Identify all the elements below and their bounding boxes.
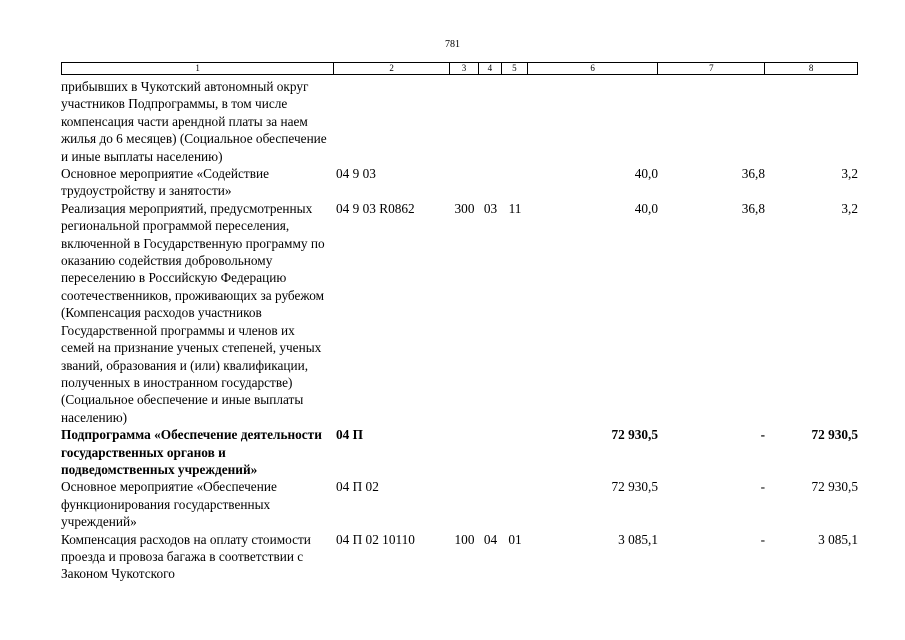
row-col3 xyxy=(450,426,479,478)
table-header-row xyxy=(61,62,858,75)
row-col7: - xyxy=(760,531,765,547)
table-row xyxy=(61,478,858,530)
row-name: Подпрограмма «Обеспечение деятельности государственных органов и подведомственных учреждений» xyxy=(61,427,322,477)
row-col6: 3 085,1 xyxy=(618,531,658,547)
row-col5 xyxy=(502,165,528,200)
header-cell-8: 8 xyxy=(808,63,814,73)
row-code: 04 9 03 xyxy=(336,166,376,182)
row-col3 xyxy=(450,165,479,200)
header-cell-4: 4 xyxy=(479,63,502,74)
row-col6: 40,0 xyxy=(634,166,658,182)
row-col4 xyxy=(479,426,502,478)
table-body xyxy=(61,78,858,583)
row-col8: 72 930,5 xyxy=(811,479,858,495)
header-cell-1: 1 xyxy=(62,63,334,74)
row-name: прибывших в Чукотский автономный округ участников Подпрограммы, в том числе компенсация части арендной платы за наем жилья до 6 месяцев) (Социальное обеспечение и иные выплаты населению) xyxy=(61,79,327,164)
row-col3 xyxy=(450,78,479,165)
row-col6 xyxy=(528,78,659,165)
row-col7: 36,8 xyxy=(741,166,765,182)
row-name: Компенсация расходов на оплату стоимости проезда и провоза багажа в соответствии с Законом Чукотского xyxy=(61,531,311,582)
row-col6: 72 930,5 xyxy=(611,479,658,495)
row-col6: 72 930,5 xyxy=(611,427,658,443)
header-cell-7: 7 xyxy=(658,63,765,74)
row-code: 04 П 02 xyxy=(336,479,379,495)
row-col3: 300 xyxy=(454,200,475,216)
table-row xyxy=(61,165,858,200)
row-code: 04 П 02 10110 xyxy=(336,531,415,547)
table-row xyxy=(61,426,858,478)
row-code: 04 9 03 R0862 xyxy=(336,200,415,216)
row-col5 xyxy=(502,478,528,530)
row-col8 xyxy=(766,78,858,165)
row-name: Реализация мероприятий, предусмотренных региональной программой переселения, включенной в Государственную программу по оказанию содействия добровольному переселению в Российскую Федерацию соотечественников, проживающих за рубежом (Компенсация расходов участников Государственной программы и членов их семей на признание ученых степеней, ученых званий, образования и (или) квалификации, полученных в иностранном государстве) (Социальное обеспечение и иные выплаты населению) xyxy=(61,200,325,425)
row-name: Основное мероприятие «Содействие трудоустройству и занятости» xyxy=(61,166,270,199)
row-col7 xyxy=(659,78,766,165)
header-cell-5: 5 xyxy=(502,63,528,74)
row-col8: 3,2 xyxy=(841,200,858,216)
row-col7: - xyxy=(760,427,765,443)
row-code xyxy=(334,78,450,165)
row-col4: 04 xyxy=(483,531,498,547)
row-col4 xyxy=(479,165,502,200)
header-cell-2: 2 xyxy=(334,63,450,74)
row-col7: 36,8 xyxy=(741,200,765,216)
row-name: Основное мероприятие «Обеспечение функционирования государственных учреждений» xyxy=(61,479,277,530)
row-col4: 03 xyxy=(483,200,498,216)
row-col4 xyxy=(479,78,502,165)
header-cell-3: 3 xyxy=(450,63,479,74)
row-col6: 40,0 xyxy=(634,200,658,216)
row-col3: 100 xyxy=(454,531,475,547)
table-row xyxy=(61,531,858,583)
row-col8: 72 930,5 xyxy=(811,427,858,443)
row-col5 xyxy=(502,426,528,478)
page-number: 781 xyxy=(445,39,460,50)
row-col5: 01 xyxy=(508,531,522,547)
table-row xyxy=(61,78,858,165)
header-cell-6: 6 xyxy=(528,63,659,74)
row-col5 xyxy=(502,78,528,165)
row-code: 04 П xyxy=(336,427,363,443)
row-col7: - xyxy=(760,479,765,495)
row-col4 xyxy=(479,478,502,530)
row-col8: 3,2 xyxy=(841,166,858,182)
row-col5: 11 xyxy=(508,200,522,216)
row-col3 xyxy=(450,478,479,530)
row-col8: 3 085,1 xyxy=(818,531,858,547)
table-row xyxy=(61,200,858,426)
